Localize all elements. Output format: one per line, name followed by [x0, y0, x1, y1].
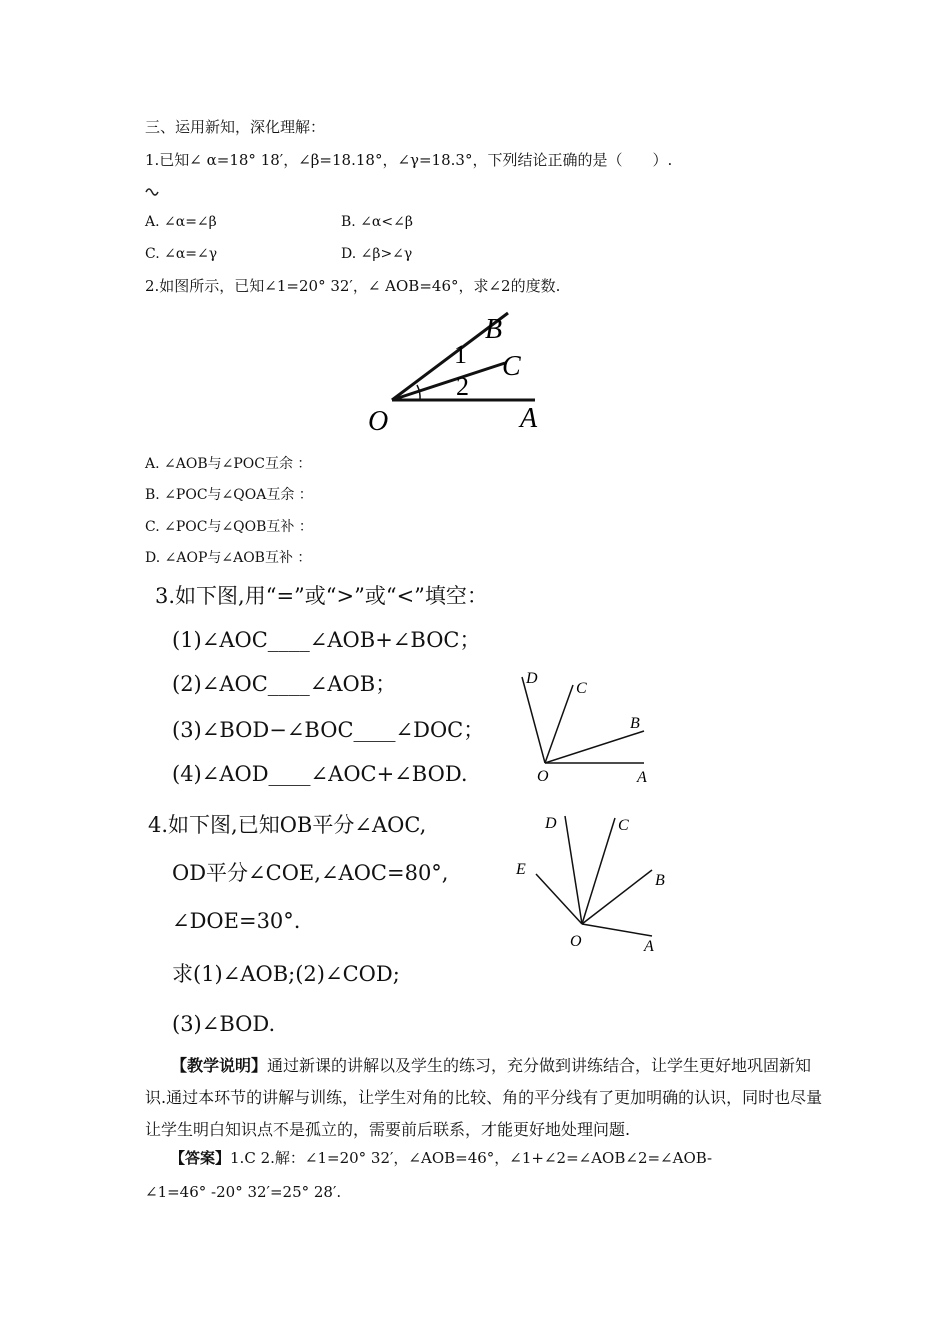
q1-option-c: C. ∠α=∠γ: [145, 246, 218, 262]
label-d: D: [526, 670, 538, 687]
question-1-glyph: [145, 180, 161, 200]
q4-line-2: OD平分∠COE,∠AOC=80°,: [172, 861, 449, 885]
section-heading: 三、运用新知，深化理解：: [145, 118, 326, 136]
label-a: A: [520, 403, 538, 434]
ray-ob: [545, 731, 644, 763]
ray-oc: [582, 818, 615, 924]
ray-oa: [582, 924, 652, 936]
label-b: B: [630, 715, 640, 732]
label-b: B: [655, 872, 665, 889]
squiggle-glyph-icon: [145, 185, 161, 197]
question-2-stem: 2.如图所示，已知∠1=20° 32′，∠ AOB=46°，求∠2的度数.: [145, 277, 561, 295]
label-e: E: [516, 861, 526, 878]
q1-option-d: D. ∠β>∠γ: [341, 246, 413, 262]
label-o: O: [537, 768, 549, 785]
ray-oc: [545, 685, 573, 763]
q3-item-4: (4)∠AOD____∠AOC+∠BOD.: [172, 762, 468, 786]
q4-line-5: (3)∠BOD.: [172, 1012, 276, 1036]
label-b: B: [485, 314, 503, 345]
q1-option-a: A. ∠α=∠β: [145, 214, 217, 230]
teaching-note-label: 【教学说明】: [171, 1056, 268, 1075]
teaching-note-text: 通过新课的讲解以及学生的练习，充分做到讲练结合，让学生更好地巩固新知识.通过本环节的讲解与训练，让学生对角的比较、角的平分线有了更加明确的认识，同时也尽量让学生明白知识点不是孤立的，需要前后联系，才能更好地处理问题.: [145, 1056, 823, 1139]
question-1-stem: 1.已知∠ α=18° 18′，∠β=18.18°，∠γ=18.3°，下列结论正确的是（ ）.: [145, 151, 673, 169]
answer-line-1: [170, 1148, 712, 1168]
answer-text-1: 1.C 2.解：∠1=20° 32′，∠AOB=46°，∠1+∠2=∠AOB∠2=∠AOB-: [230, 1149, 713, 1167]
angle-figure-q3: [510, 665, 670, 790]
q2-option-a: A. ∠AOB与∠POC互余 ：: [145, 456, 312, 472]
question-3-stem: 3.如下图,用“=”或“>”或“<”填空：: [155, 584, 488, 608]
q3-item-2: (2)∠AOC____∠AOB；: [172, 672, 397, 696]
answer-label: 【答案】: [170, 1149, 231, 1167]
q1-option-b: B. ∠α<∠β: [341, 214, 413, 230]
q2-option-b: B. ∠POC与∠QOA互余 ：: [145, 487, 313, 503]
q4-line-1: 4.如下图,已知OB平分∠AOC,: [148, 813, 427, 837]
label-a: A: [637, 769, 647, 786]
ray-oc: [392, 363, 505, 400]
label-c: C: [576, 680, 587, 697]
q3-item-3: (3)∠BOD−∠BOC____∠DOC；: [172, 718, 485, 742]
label-c: C: [618, 817, 629, 834]
label-o: O: [368, 406, 389, 437]
answer-line-2: ∠1=46° -20° 32′=25° 28′.: [145, 1183, 342, 1201]
angle-figure-q4: [510, 808, 680, 958]
label-a: A: [644, 938, 654, 955]
label-d: D: [545, 815, 557, 832]
ray-ob: [582, 870, 652, 924]
label-c: C: [502, 351, 521, 382]
label-angle-2: 2: [456, 372, 469, 401]
teaching-note: [145, 1050, 825, 1146]
label-angle-1: 1: [454, 340, 467, 369]
q4-line-4: 求(1)∠AOB;(2)∠COD;: [172, 962, 400, 986]
q2-option-d: D. ∠AOP与∠AOB互补 ：: [145, 550, 312, 566]
angle-figure-q2: [360, 305, 600, 440]
q4-line-3: ∠DOE=30°.: [172, 909, 301, 933]
ray-od: [522, 677, 545, 763]
q2-option-c: C. ∠POC与∠QOB互补 ：: [145, 519, 313, 535]
label-o: O: [570, 933, 582, 950]
q3-item-1: (1)∠AOC____∠AOB+∠BOC；: [172, 628, 481, 652]
